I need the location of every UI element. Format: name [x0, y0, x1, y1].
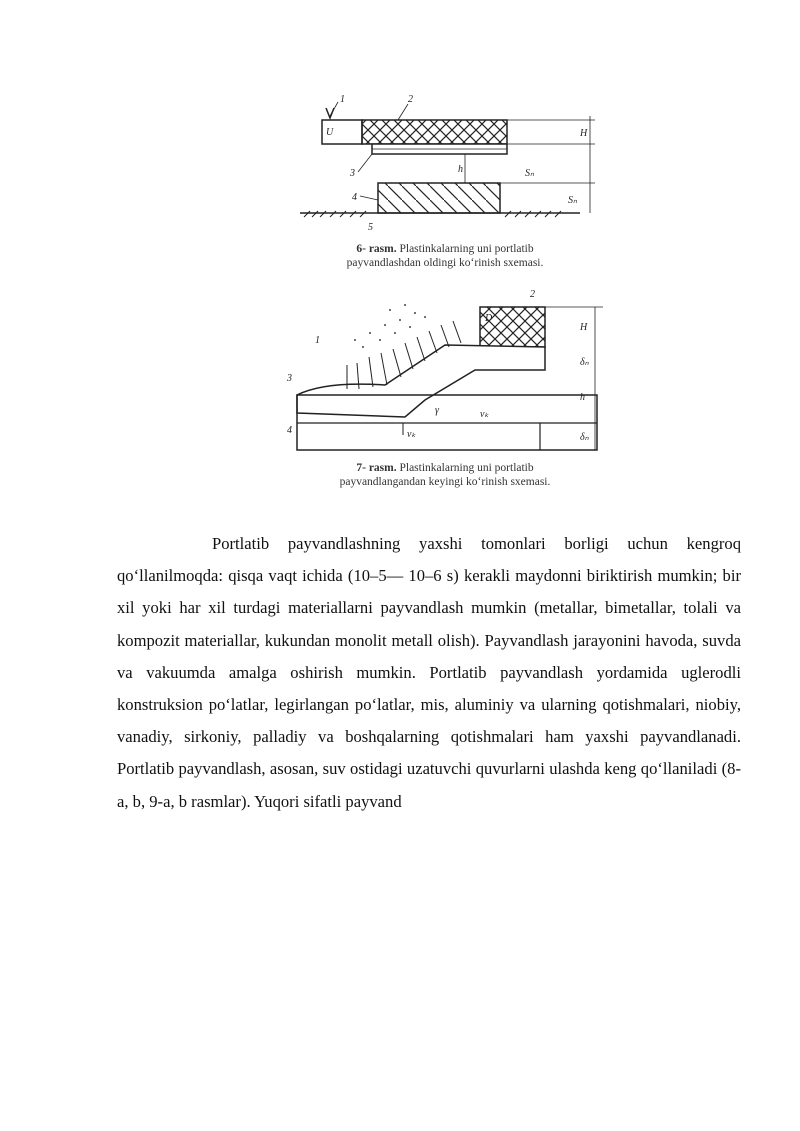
fig6-label-h: h — [458, 164, 463, 175]
figure-6-caption — [280, 243, 610, 270]
fig7-label-gamma: γ — [435, 405, 439, 416]
figure-7-caption-line2: payvandlangandan keyingi ko‘rinish sxemasi. — [339, 475, 551, 488]
fig7-label-D: D — [485, 313, 493, 324]
figure-7-caption-line1: Plastinkalarning uni portlatib — [399, 462, 534, 474]
fig6-label-H: H — [580, 128, 588, 139]
body-paragraph: Portlatib payvandlashning yaxshi tomonlari borligi uchun kengroq qo‘llanilmoqda: qisqa vaqt ichida (10–5— 10–6 s) kerakli maydonni biriktirish mumkin; bir xil yoki har xil turdagi materiallarni payvandlash mumkin (metallar, bimetallar, tolali va kompozit materiallar, kukundan monolit metall olish). Payvandlash jarayonini havoda, suvda va vakuumda amalga oshirish mumkin. Portlatib payvandlash yordamida uglerodli konstruksion po‘latlar, legirlangan po‘latlar, mis, aluminiy va ularning qotishmalari, niobiy, vanadiy, sirkoniy, palladiy va boshqalarning qotishmalari ham yaxshi payvandlanadi. Portlatib payvandlash, asosan, suv ostidagi uzatuvchi quvurlarni ulashda keng qo‘llaniladi (8-a, b, 9-a, b rasmlar). Yuqori sifatli payvand — [117, 534, 741, 811]
fig7-label-vk: vₖ — [407, 429, 416, 440]
fig7-label-1: 1 — [315, 335, 320, 346]
figure-6-caption-line2: payvandlashdan oldingi ko‘rinish sxemasi. — [346, 256, 544, 269]
fig6-label-1: 1 — [340, 94, 345, 105]
figure-6-diagram — [290, 88, 610, 238]
figure-6-caption-label: 6- rasm. — [356, 243, 397, 255]
fig7-label-3: 3 — [287, 373, 292, 384]
fig6-label-5: 5 — [368, 222, 373, 233]
fig6-label-3: 3 — [350, 168, 355, 179]
fig6-label-s1: Sₙ — [525, 168, 534, 179]
figure-7-diagram — [285, 285, 610, 455]
fig6-label-2: 2 — [408, 94, 413, 105]
svg-text:U: U — [326, 127, 334, 138]
fig7-label-2: 2 — [530, 289, 535, 300]
fig7-label-vc: vₖ — [480, 409, 489, 420]
fig7-label-h: h — [580, 392, 585, 403]
fig7-label-4: 4 — [287, 425, 292, 436]
fig6-label-4: 4 — [352, 192, 357, 203]
figure-6-caption-line1: Plastinkalarning uni portlatib — [399, 243, 534, 255]
fig6-label-s2: Sₙ — [568, 195, 577, 206]
figure-7-caption — [280, 462, 610, 489]
figure-7-caption-label: 7- rasm. — [356, 462, 397, 474]
fig7-label-d2: δₙ — [580, 432, 589, 443]
fig7-label-d1: δₙ — [580, 357, 589, 368]
fig7-label-H: H — [580, 322, 588, 333]
